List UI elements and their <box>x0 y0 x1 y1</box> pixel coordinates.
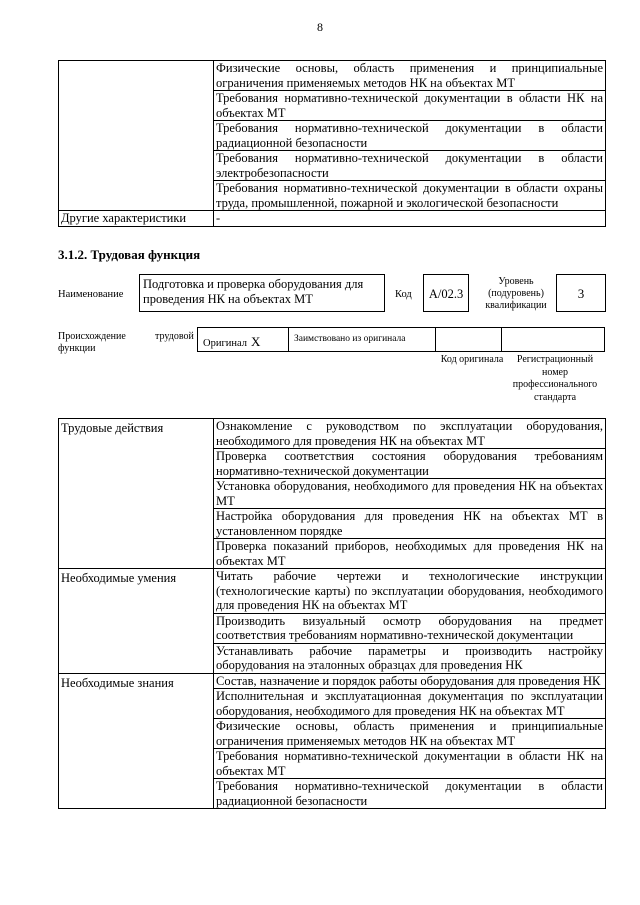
table-cell: Ознакомление с руководством по эксплуатации оборудования, необходимого для проведения НК на объектах МТ <box>214 419 606 449</box>
table-cell: Физические основы, область применения и принципиальные ограничения применяемых методов НК на объектах МТ <box>214 61 606 91</box>
table-row <box>59 211 606 227</box>
table-cell: Устанавливать рабочие параметры и производить настройку оборудования на эталонных образцах для проведения НК <box>214 643 606 673</box>
caption-code: Код оригинала <box>440 354 504 365</box>
origin-borrowed-cell: Заимствовано из оригинала <box>289 328 436 351</box>
original-mark: X <box>251 334 261 349</box>
table-cell: Проверка соответствия состояния оборудования требованиям нормативно-технической документации <box>214 449 606 479</box>
origin-label-part1: Происхождение <box>58 331 126 342</box>
table-cell: Проверка показаний приборов, необходимых для проведения НК на объектах МТ <box>214 539 606 569</box>
table-row <box>59 419 606 449</box>
table-cell: Состав, назначение и порядок работы оборудования для проведения НК <box>214 673 606 689</box>
table-cell: Требования нормативно-технической документации в области НК на объектах МТ <box>214 749 606 779</box>
level-label: Уровень (подуровень) квалификации <box>485 276 547 311</box>
table-label-cell: Другие характеристики <box>59 211 214 227</box>
original-label: Оригинал <box>203 338 247 349</box>
name-label: Наименование <box>58 289 124 300</box>
caption-reg: Регистрационный номер профессионального стандарта <box>512 354 598 403</box>
table-cell: Требования нормативно-технической документации в области электробезопасности <box>214 151 606 181</box>
origin-code-cell <box>436 328 502 351</box>
table-cell: - <box>214 211 606 227</box>
table-row <box>59 673 606 689</box>
table-cell: Исполнительная и эксплуатационная документация по эксплуатации оборудования, необходимого для проведения НК на объектах МТ <box>214 689 606 719</box>
table-row <box>59 61 606 91</box>
origin-label-part3: функции <box>58 343 96 354</box>
function-details-table <box>58 418 606 809</box>
table-cell: Производить визуальный осмотр оборудования на предмет соответствия требованиям нормативно-технической документации <box>214 613 606 643</box>
table-cell: Физические основы, область применения и принципиальные ограничения применяемых методов НК на объектах МТ <box>214 719 606 749</box>
table-row <box>59 569 606 614</box>
table-cell: Требования нормативно-технической документации в области радиационной безопасности <box>214 121 606 151</box>
table-cell: Установка оборудования, необходимого для проведения НК на объектах МТ <box>214 479 606 509</box>
page-number: 8 <box>317 20 323 34</box>
group-label: Трудовые действия <box>59 419 214 569</box>
code-label: Код <box>395 289 412 300</box>
table-cell: Требования нормативно-технической документации в области охраны труда, промышленной, пожарной и экологической безопасности <box>214 181 606 211</box>
name-value-box: Подготовка и проверка оборудования для проведения НК на объектах МТ <box>139 274 385 312</box>
table-cell: Требования нормативно-технической документации в области радиационной безопасности <box>214 779 606 809</box>
origin-label-part2: трудовой <box>155 331 194 342</box>
section-title: 3.1.2. Трудовая функция <box>58 247 201 262</box>
requirements-table-continued <box>58 60 606 227</box>
origin-row <box>197 327 605 352</box>
table-cell: Читать рабочие чертежи и технологические инструкции (технологические карты) по эксплуатации оборудования, необходимого для проведения НК на объектах МТ <box>214 569 606 614</box>
table-cell: Настройка оборудования для проведения НК на объектах МТ в установленном порядке <box>214 509 606 539</box>
table-label-cell <box>59 61 214 211</box>
table-cell: Требования нормативно-технической документации в области НК на объектах МТ <box>214 91 606 121</box>
group-label: Необходимые умения <box>59 569 214 674</box>
code-value-box: A/02.3 <box>423 274 469 312</box>
origin-original-cell <box>198 328 289 351</box>
group-label: Необходимые знания <box>59 673 214 809</box>
level-value-box: 3 <box>556 274 606 312</box>
